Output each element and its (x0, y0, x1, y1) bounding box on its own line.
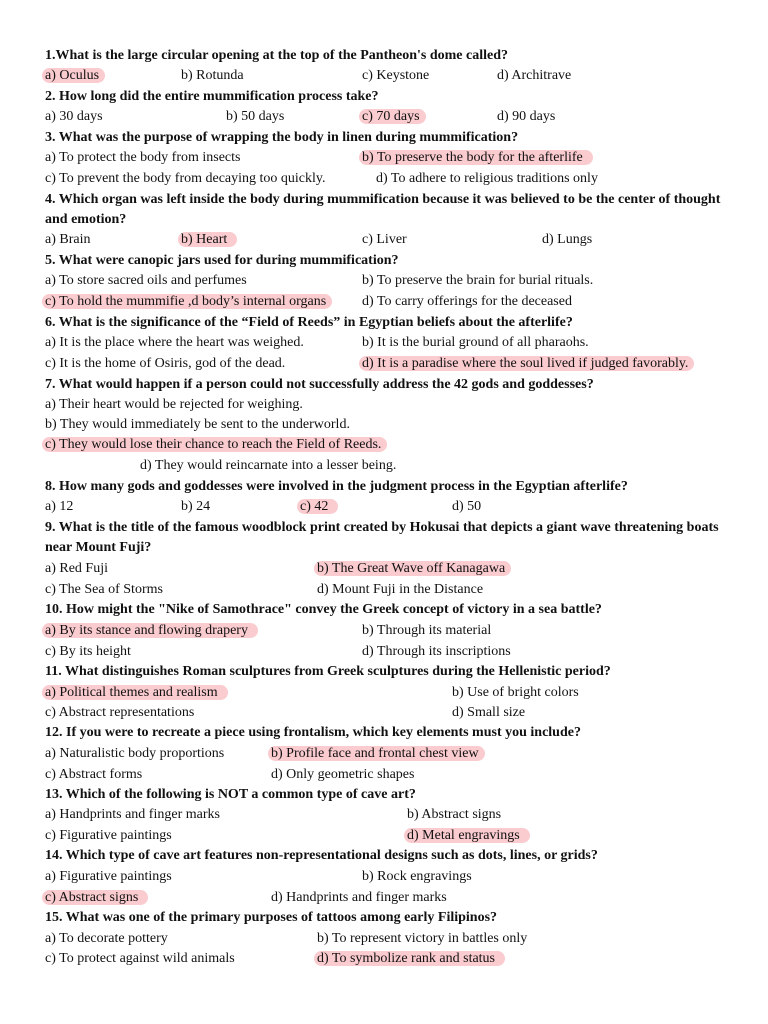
q4-option-c: c) Liver (362, 232, 407, 247)
q8-option-b: b) 24 (181, 499, 211, 514)
question-2: 2. How long did the entire mummification process take? (45, 89, 379, 104)
q7-option-c (45, 435, 387, 455)
question-1: 1.What is the large circular opening at the top of the Pantheon's dome called? (45, 48, 509, 63)
answer-highlight: c) To hold the mummifie ,d body’s internal organs (42, 294, 332, 309)
question-4: 4. Which organ was left inside the body during mummification because it was believed to be the center of thought and emotion? (45, 192, 721, 227)
q5-option-c (45, 292, 332, 312)
q5-option-b: b) To preserve the brain for burial rituals. (362, 273, 594, 288)
q12-option-b (271, 744, 485, 764)
answer-highlight: b) Profile face and frontal chest view (268, 746, 485, 761)
q3-option-b (362, 148, 593, 168)
q6-option-c: c) It is the home of Osiris, god of the dead. (45, 356, 286, 371)
q7-option-d: d) They would reincarnate into a lesser being. (140, 458, 397, 473)
answer-highlight: c) 70 days (359, 109, 426, 124)
question-9: 9. What is the title of the famous woodblock print created by Hokusai that depicts a giant wave threatening boats near Mount Fuji? (45, 520, 719, 555)
answer-highlight: c) 42 (297, 499, 338, 514)
q14-option-c (45, 888, 148, 908)
q2-option-d: d) 90 days (497, 109, 556, 124)
question-6: 6. What is the significance of the “Field of Reeds” in Egyptian beliefs about the afterlife? (45, 315, 573, 330)
q15-option-c: c) To protect against wild animals (45, 951, 235, 966)
q5-option-d: d) To carry offerings for the deceased (362, 294, 572, 309)
q9-option-d: d) Mount Fuji in the Distance (317, 582, 484, 597)
answer-highlight: a) Oculus (42, 68, 105, 83)
q4-option-d: d) Lungs (542, 232, 593, 247)
q14-option-a: a) Figurative paintings (45, 869, 172, 884)
answer-highlight: a) By its stance and flowing drapery (42, 623, 258, 638)
answer-highlight: d) It is a paradise where the soul lived if judged favorably. (359, 356, 694, 371)
q3-option-a: a) To protect the body from insects (45, 150, 241, 165)
answer-highlight: a) Political themes and realism (42, 685, 228, 700)
q14-option-b: b) Rock engravings (362, 869, 472, 884)
q11-option-b: b) Use of bright colors (452, 685, 579, 700)
q13-option-d (407, 826, 530, 846)
q13-option-a: a) Handprints and finger marks (45, 807, 220, 822)
question-12: 12. If you were to recreate a piece using frontalism, which key elements must you include? (45, 725, 581, 740)
q9-option-a: a) Red Fuji (45, 561, 108, 576)
q1-option-a (45, 66, 105, 86)
answer-highlight: b) To preserve the body for the afterlife (359, 150, 593, 165)
q15-option-a: a) To decorate pottery (45, 931, 168, 946)
answer-highlight: c) Abstract signs (42, 890, 148, 905)
q10-option-c: c) By its height (45, 644, 131, 659)
q5-option-a: a) To store sacred oils and perfumes (45, 273, 247, 288)
question-11: 11. What distinguishes Roman sculptures from Greek sculptures during the Hellenistic period? (45, 664, 611, 679)
q10-option-b: b) Through its material (362, 623, 492, 638)
answer-highlight: b) The Great Wave off Kanagawa (314, 561, 511, 576)
q13-option-b: b) Abstract signs (407, 807, 502, 822)
q10-option-a (45, 621, 258, 641)
q7-option-b: b) They would immediately be sent to the underworld. (45, 417, 350, 432)
q1-option-b: b) Rotunda (181, 68, 244, 83)
q1-option-d: d) Architrave (497, 68, 572, 83)
question-15: 15. What was one of the primary purposes of tattoos among early Filipinos? (45, 910, 498, 925)
q10-option-d: d) Through its inscriptions (362, 644, 511, 659)
q4-option-b (181, 230, 237, 250)
q15-option-b: b) To represent victory in battles only (317, 931, 528, 946)
q12-option-d: d) Only geometric shapes (271, 767, 415, 782)
q7-option-a: a) Their heart would be rejected for weighing. (45, 397, 303, 412)
answer-highlight: c) They would lose their chance to reach the Field of Reeds. (42, 437, 387, 452)
q12-option-c: c) Abstract forms (45, 767, 143, 782)
question-7: 7. What would happen if a person could not successfully address the 42 gods and goddesses? (45, 377, 594, 392)
question-3: 3. What was the purpose of wrapping the body in linen during mummification? (45, 130, 519, 145)
q13-option-c: c) Figurative paintings (45, 828, 172, 843)
q11-option-d: d) Small size (452, 705, 526, 720)
question-10: 10. How might the "Nike of Samothrace" convey the Greek concept of victory in a sea battle? (45, 602, 602, 617)
q6-option-d (362, 354, 694, 374)
q2-option-b: b) 50 days (226, 109, 285, 124)
q14-option-d: d) Handprints and finger marks (271, 890, 447, 905)
answer-highlight: b) Heart (178, 232, 237, 247)
question-14: 14. Which type of cave art features non-representational designs such as dots, lines, or grids? (45, 848, 598, 863)
q9-option-b (317, 559, 511, 579)
answer-highlight: d) Metal engravings (404, 828, 530, 843)
q6-option-a: a) It is the place where the heart was weighed. (45, 335, 304, 350)
question-8: 8. How many gods and goddesses were involved in the judgment process in the Egyptian afterlife? (45, 479, 628, 494)
answer-highlight: d) To symbolize rank and status (314, 951, 505, 966)
q4-option-a: a) Brain (45, 232, 91, 247)
q8-option-d: d) 50 (452, 499, 482, 514)
q15-option-d (317, 949, 505, 969)
q11-option-c: c) Abstract representations (45, 705, 195, 720)
q3-option-d: d) To adhere to religious traditions only (376, 171, 598, 186)
question-5: 5. What were canopic jars used for during mummification? (45, 253, 399, 268)
question-13: 13. Which of the following is NOT a common type of cave art? (45, 787, 416, 802)
q8-option-c (300, 497, 338, 517)
q2-option-c (362, 107, 426, 127)
q9-option-c: c) The Sea of Storms (45, 582, 163, 597)
q12-option-a: a) Naturalistic body proportions (45, 746, 225, 761)
q2-option-a: a) 30 days (45, 109, 103, 124)
q11-option-a (45, 683, 228, 703)
q3-option-c: c) To prevent the body from decaying too quickly. (45, 171, 326, 186)
q6-option-b: b) It is the burial ground of all pharaohs. (362, 335, 589, 350)
q8-option-a: a) 12 (45, 499, 74, 514)
q1-option-c: c) Keystone (362, 68, 430, 83)
